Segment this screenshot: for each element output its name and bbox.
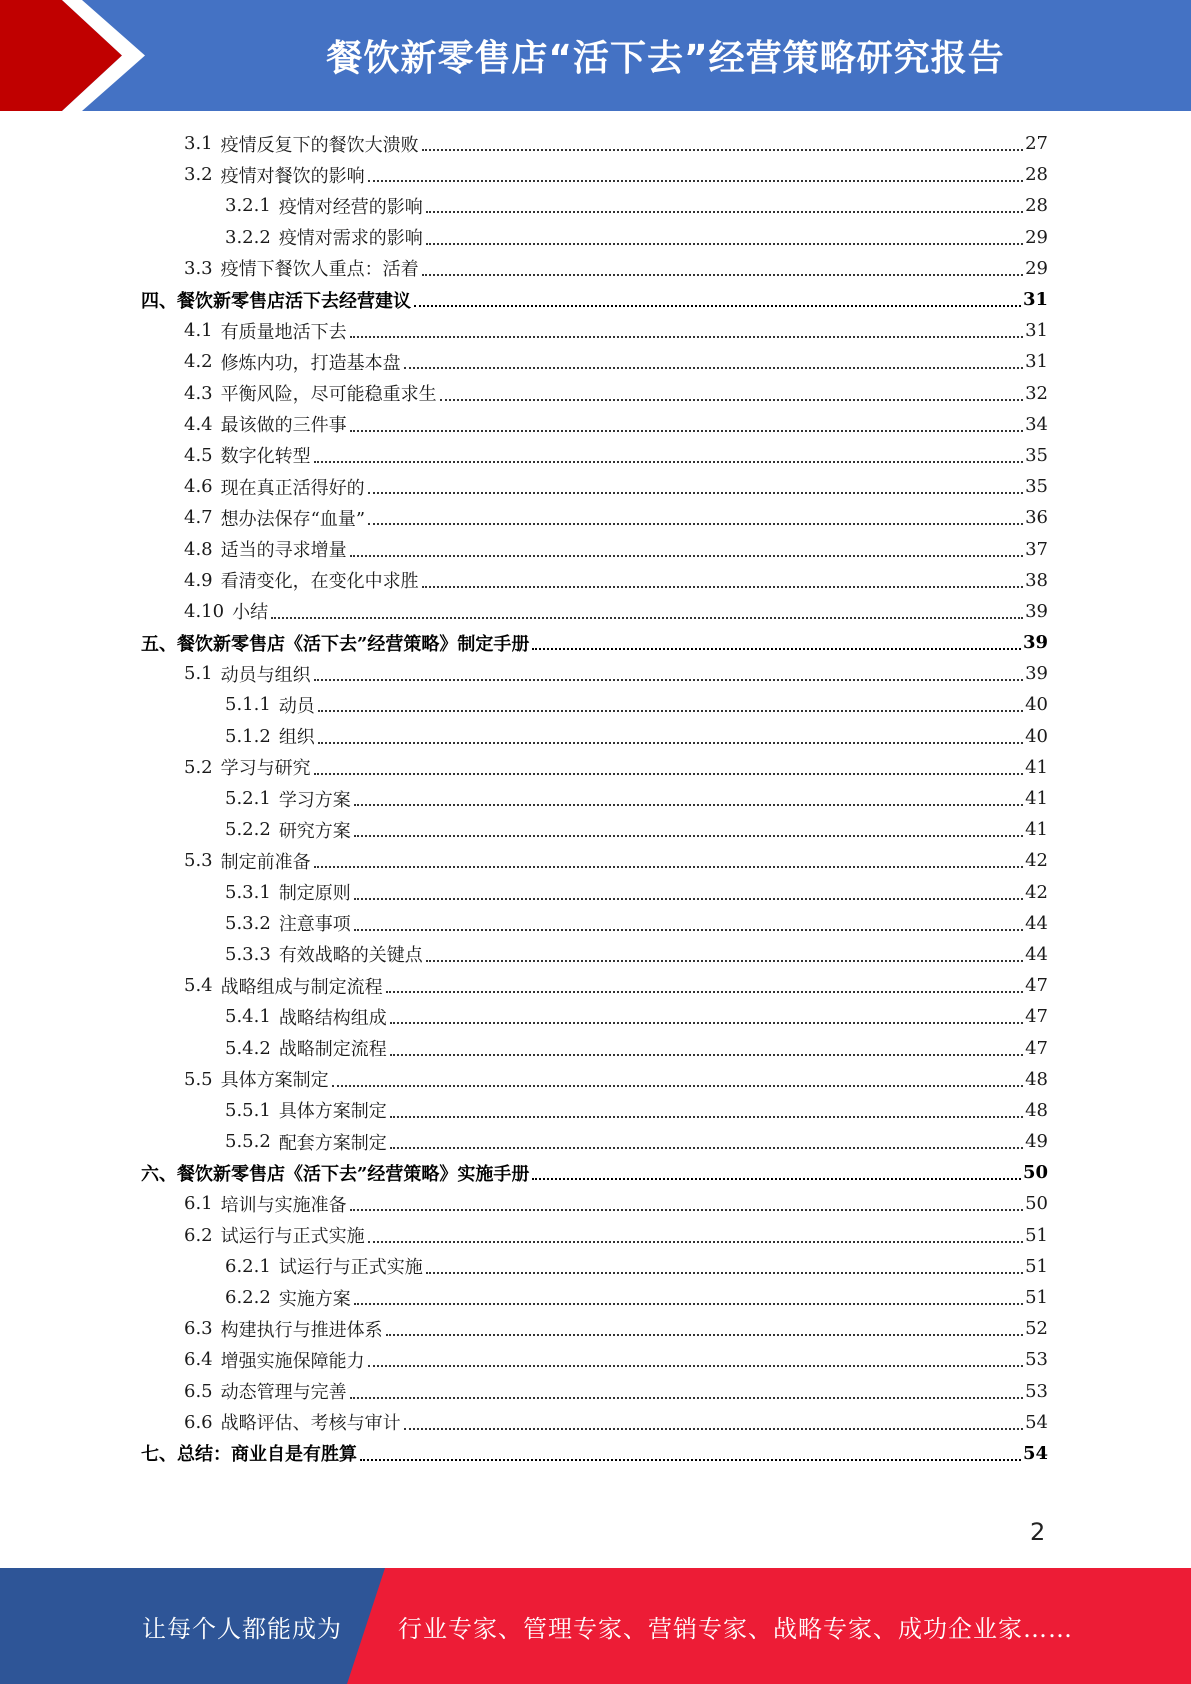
toc-entry-page: 31	[1022, 289, 1048, 311]
toc-entry-number: 4.2	[184, 351, 213, 373]
toc-entry-number: 4.10	[184, 600, 225, 622]
toc-entry[interactable]	[141, 721, 1048, 752]
toc-entry[interactable]	[141, 565, 1048, 596]
toc-entry[interactable]	[141, 409, 1048, 440]
toc-entry-number: 5.3.3	[225, 943, 271, 965]
toc-entry-page: 50	[1022, 1162, 1048, 1184]
toc-entry-number: 5.2	[184, 756, 213, 778]
toc-entry-page: 42	[1025, 850, 1048, 872]
toc-dot-leader	[532, 1177, 1021, 1180]
toc-dot-leader	[422, 273, 1023, 276]
toc-entry[interactable]	[141, 378, 1048, 409]
toc-entry[interactable]	[141, 1376, 1048, 1407]
toc-entry[interactable]	[141, 502, 1048, 533]
toc-entry-page: 39	[1025, 600, 1048, 622]
toc-entry-page: 48	[1025, 1068, 1048, 1090]
toc-entry[interactable]	[141, 1282, 1048, 1313]
toc-entry-title: 六、餐饮新零售店《活下去”经营策略》实施手册	[141, 1163, 530, 1185]
toc-entry-page: 40	[1025, 725, 1048, 747]
toc-dot-leader	[350, 1396, 1023, 1399]
toc-entry-title: 疫情对餐饮的影响	[220, 165, 365, 187]
toc-entry-title: 战略结构组成	[278, 1007, 387, 1029]
toc-entry-number: 6.1	[184, 1193, 213, 1215]
toc-entry-number: 3.3	[184, 257, 213, 279]
toc-entry-page: 50	[1025, 1193, 1048, 1215]
toc-dot-leader	[422, 585, 1023, 588]
toc-entry-page: 28	[1025, 195, 1048, 217]
header-arrow-decoration	[0, 0, 160, 111]
toc-entry-number: 5.3	[184, 850, 213, 872]
toc-entry-number: 6.5	[184, 1380, 213, 1402]
footer-banner	[0, 1568, 1191, 1684]
toc-entry-page: 53	[1025, 1349, 1048, 1371]
toc-entry[interactable]	[141, 284, 1048, 315]
toc-entry-title: 疫情对需求的影响	[278, 228, 423, 250]
toc-dot-leader	[390, 1146, 1023, 1149]
toc-entry-page: 31	[1025, 320, 1048, 342]
toc-entry-title: 有效战略的关键点	[278, 945, 423, 967]
toc-dot-leader	[354, 897, 1023, 900]
toc-dot-leader	[318, 709, 1023, 712]
toc-entry-title: 注意事项	[278, 914, 351, 936]
toc-entry-page: 47	[1025, 1006, 1048, 1028]
toc-entry[interactable]	[141, 315, 1048, 346]
toc-entry-title: 构建执行与推进体系	[220, 1319, 383, 1341]
toc-entry-number: 4.9	[184, 569, 213, 591]
toc-dot-leader	[414, 304, 1021, 307]
header-banner	[0, 0, 1191, 111]
toc-entry-page: 41	[1025, 819, 1048, 841]
toc-entry[interactable]	[141, 627, 1048, 658]
toc-entry-number: 3.1	[184, 133, 213, 155]
toc-entry-page: 54	[1022, 1442, 1048, 1464]
toc-dot-leader	[271, 616, 1023, 619]
toc-entry-number: 5.2.2	[225, 819, 271, 841]
toc-dot-leader	[404, 1427, 1023, 1430]
toc-entry-page: 27	[1025, 133, 1048, 155]
toc-entry-number: 6.6	[184, 1411, 213, 1433]
toc-entry-page: 51	[1025, 1287, 1048, 1309]
toc-dot-leader	[350, 429, 1023, 432]
toc-entry-page: 47	[1025, 1037, 1048, 1059]
toc-entry-page: 34	[1025, 413, 1048, 435]
toc-entry[interactable]	[141, 1313, 1048, 1344]
page-number: 2	[1030, 1518, 1046, 1546]
toc-entry[interactable]	[141, 1407, 1048, 1438]
toc-dot-leader	[426, 242, 1023, 245]
toc-entry-number: 5.1.1	[225, 694, 271, 716]
toc-entry-page: 29	[1025, 226, 1048, 248]
toc-entry-page: 28	[1025, 164, 1048, 186]
toc-entry-number: 6.2.1	[225, 1255, 271, 1277]
toc-entry-number: 4.8	[184, 538, 213, 560]
toc-entry[interactable]	[141, 471, 1048, 502]
toc-entry[interactable]	[141, 440, 1048, 471]
toc-entry-title: 最该做的三件事	[220, 415, 347, 437]
toc-entry-page: 53	[1025, 1380, 1048, 1402]
toc-entry-number: 5.4.2	[225, 1037, 271, 1059]
toc-entry[interactable]	[141, 752, 1048, 783]
toc-entry-number: 6.4	[184, 1349, 213, 1371]
toc-entry[interactable]	[141, 783, 1048, 814]
toc-dot-leader	[354, 928, 1023, 931]
toc-entry-page: 47	[1025, 975, 1048, 997]
toc-entry-title: 现在真正活得好的	[220, 477, 365, 499]
toc-entry-number: 5.5	[184, 1068, 213, 1090]
toc-dot-leader	[426, 1271, 1023, 1274]
toc-entry-number: 4.4	[184, 413, 213, 435]
toc-entry-title: 五、餐饮新零售店《活下去”经营策略》制定手册	[141, 633, 530, 655]
toc-dot-leader	[440, 398, 1023, 401]
toc-entry-title: 疫情下餐饮人重点：活着	[220, 259, 419, 281]
toc-entry-title: 动态管理与完善	[220, 1382, 347, 1404]
toc-dot-leader	[350, 1208, 1023, 1211]
toc-entry-number: 5.4	[184, 975, 213, 997]
toc-entry[interactable]	[141, 1188, 1048, 1219]
toc-entry-number: 5.5.2	[225, 1131, 271, 1153]
toc-entry-page: 54	[1025, 1411, 1048, 1433]
toc-dot-leader	[350, 335, 1023, 338]
toc-entry-number: 5.4.1	[225, 1006, 271, 1028]
toc-entry[interactable]	[141, 222, 1048, 253]
toc-entry-page: 44	[1025, 943, 1048, 965]
toc-entry-number: 5.3.2	[225, 912, 271, 934]
toc-entry-number: 4.6	[184, 476, 213, 498]
toc-dot-leader	[314, 678, 1023, 681]
toc-entry-page: 29	[1025, 257, 1048, 279]
toc-entry[interactable]	[141, 939, 1048, 970]
toc-dot-leader	[354, 834, 1023, 837]
toc-entry-number: 5.1.2	[225, 725, 271, 747]
toc-entry-number: 6.2.2	[225, 1287, 271, 1309]
toc-entry-page: 35	[1025, 476, 1048, 498]
toc-entry-number: 3.2	[184, 164, 213, 186]
toc-dot-leader	[368, 1364, 1023, 1367]
toc-entry[interactable]	[141, 845, 1048, 876]
toc-entry-title: 学习方案	[278, 789, 351, 811]
toc-entry-page: 51	[1025, 1255, 1048, 1277]
toc-entry-title: 战略制定流程	[278, 1039, 387, 1061]
toc-entry-title: 试运行与正式实施	[220, 1226, 365, 1248]
toc-dot-leader	[390, 1021, 1023, 1024]
toc-entry-title: 想办法保存“血量”	[220, 508, 366, 530]
toc-entry[interactable]	[141, 1095, 1048, 1126]
toc-entry-title: 战略组成与制定流程	[220, 976, 383, 998]
toc-entry-number: 6.2	[184, 1224, 213, 1246]
toc-entry-page: 41	[1025, 756, 1048, 778]
toc-entry[interactable]	[141, 533, 1048, 564]
toc-entry-title: 具体方案制定	[220, 1070, 329, 1092]
toc-entry[interactable]	[141, 877, 1048, 908]
toc-entry[interactable]	[141, 1126, 1048, 1157]
toc-entry[interactable]	[141, 1157, 1048, 1188]
toc-dot-leader	[314, 865, 1023, 868]
toc-entry-title: 制定原则	[278, 883, 351, 905]
toc-entry-number: 4.1	[184, 320, 213, 342]
toc-entry-title: 动员与组织	[220, 664, 311, 686]
toc-entry-page: 31	[1025, 351, 1048, 373]
table-of-contents	[141, 128, 1048, 1469]
toc-entry[interactable]	[141, 1220, 1048, 1251]
toc-entry[interactable]	[141, 159, 1048, 190]
toc-entry-page: 38	[1025, 569, 1048, 591]
toc-entry-page: 49	[1025, 1131, 1048, 1153]
toc-entry-title: 修炼内功，打造基本盘	[220, 352, 401, 374]
toc-entry-page: 37	[1025, 538, 1048, 560]
toc-entry[interactable]	[141, 1251, 1048, 1282]
toc-entry[interactable]	[141, 190, 1048, 221]
toc-dot-leader	[404, 366, 1023, 369]
toc-dot-leader	[426, 959, 1023, 962]
toc-entry-number: 6.3	[184, 1318, 213, 1340]
toc-entry-title: 配套方案制定	[278, 1132, 387, 1154]
toc-dot-leader	[314, 460, 1023, 463]
toc-entry[interactable]	[141, 596, 1048, 627]
toc-entry-title: 疫情对经营的影响	[278, 196, 423, 218]
toc-entry[interactable]	[141, 128, 1048, 159]
toc-dot-leader	[332, 1084, 1023, 1087]
toc-entry-title: 看清变化，在变化中求胜	[220, 571, 419, 593]
toc-entry-title: 具体方案制定	[278, 1101, 387, 1123]
toc-dot-leader	[386, 1333, 1023, 1336]
toc-dot-leader	[318, 741, 1023, 744]
toc-entry-page: 41	[1025, 788, 1048, 810]
toc-entry-page: 39	[1025, 663, 1048, 685]
toc-entry[interactable]	[141, 253, 1048, 284]
toc-entry-title: 试运行与正式实施	[278, 1257, 423, 1279]
toc-entry-title: 平衡风险，尽可能稳重求生	[220, 384, 437, 406]
toc-entry-title: 四、餐饮新零售店活下去经营建议	[141, 290, 411, 312]
toc-entry-page: 42	[1025, 881, 1048, 903]
toc-entry[interactable]	[141, 1001, 1048, 1032]
toc-entry[interactable]	[141, 346, 1048, 377]
toc-entry-title: 培训与实施准备	[220, 1194, 347, 1216]
toc-dot-leader	[390, 1053, 1023, 1056]
toc-entry[interactable]	[141, 658, 1048, 689]
toc-dot-leader	[386, 990, 1023, 993]
toc-dot-leader	[360, 1458, 1021, 1461]
toc-dot-leader	[354, 1302, 1023, 1305]
toc-entry-number: 4.7	[184, 507, 213, 529]
toc-entry-page: 44	[1025, 912, 1048, 934]
toc-entry-title: 数字化转型	[220, 446, 311, 468]
toc-dot-leader	[350, 554, 1023, 557]
toc-entry-page: 35	[1025, 444, 1048, 466]
toc-entry-number: 4.3	[184, 382, 213, 404]
toc-entry-number: 3.2.1	[225, 195, 271, 217]
toc-entry-page: 51	[1025, 1224, 1048, 1246]
toc-entry-title: 适当的寻求增量	[220, 540, 347, 562]
toc-dot-leader	[426, 210, 1023, 213]
toc-entry-number: 4.5	[184, 444, 213, 466]
toc-entry-title: 动员	[278, 695, 315, 717]
toc-dot-leader	[354, 803, 1023, 806]
toc-entry[interactable]	[141, 814, 1048, 845]
toc-entry-page: 36	[1025, 507, 1048, 529]
toc-entry-title: 增强实施保障能力	[220, 1350, 365, 1372]
toc-dot-leader	[390, 1115, 1023, 1118]
toc-entry-number: 5.5.1	[225, 1099, 271, 1121]
toc-entry-title: 有质量地活下去	[220, 321, 347, 343]
toc-entry-title: 战略评估、考核与审计	[220, 1413, 401, 1435]
toc-entry[interactable]	[141, 1064, 1048, 1095]
toc-dot-leader	[368, 491, 1023, 494]
toc-entry-title: 实施方案	[278, 1288, 351, 1310]
toc-entry[interactable]	[141, 1438, 1048, 1469]
toc-entry-title: 学习与研究	[220, 758, 311, 780]
toc-entry-number: 5.2.1	[225, 788, 271, 810]
toc-entry[interactable]	[141, 1032, 1048, 1063]
toc-entry-title: 制定前准备	[220, 851, 311, 873]
toc-entry-title: 研究方案	[278, 820, 351, 842]
footer-slogan-right: 行业专家、管理专家、营销专家、战略专家、成功企业家……	[398, 1614, 1073, 1643]
toc-entry-page: 52	[1025, 1318, 1048, 1340]
toc-entry-page: 32	[1025, 382, 1048, 404]
toc-entry[interactable]	[141, 689, 1048, 720]
toc-dot-leader	[532, 647, 1021, 650]
footer-slogan-left: 让每个人都能成为	[142, 1614, 342, 1643]
toc-entry-title: 疫情反复下的餐饮大溃败	[220, 134, 419, 156]
toc-dot-leader	[368, 522, 1023, 525]
toc-dot-leader	[422, 148, 1023, 151]
toc-entry-number: 5.3.1	[225, 881, 271, 903]
toc-entry-title: 组织	[278, 727, 315, 749]
toc-entry-number: 3.2.2	[225, 226, 271, 248]
toc-entry[interactable]	[141, 908, 1048, 939]
toc-entry-number: 5.1	[184, 663, 213, 685]
toc-entry[interactable]	[141, 1344, 1048, 1375]
toc-entry-page: 40	[1025, 694, 1048, 716]
toc-dot-leader	[368, 179, 1023, 182]
toc-entry[interactable]	[141, 970, 1048, 1001]
toc-entry-title: 小结	[232, 602, 269, 624]
toc-entry-page: 48	[1025, 1099, 1048, 1121]
toc-dot-leader	[314, 772, 1023, 775]
document-title: 餐饮新零售店“活下去”经营策略研究报告	[326, 38, 1005, 79]
toc-entry-page: 39	[1022, 632, 1048, 654]
toc-dot-leader	[368, 1240, 1023, 1243]
toc-entry-title: 七、总结：商业自是有胜算	[141, 1444, 357, 1466]
